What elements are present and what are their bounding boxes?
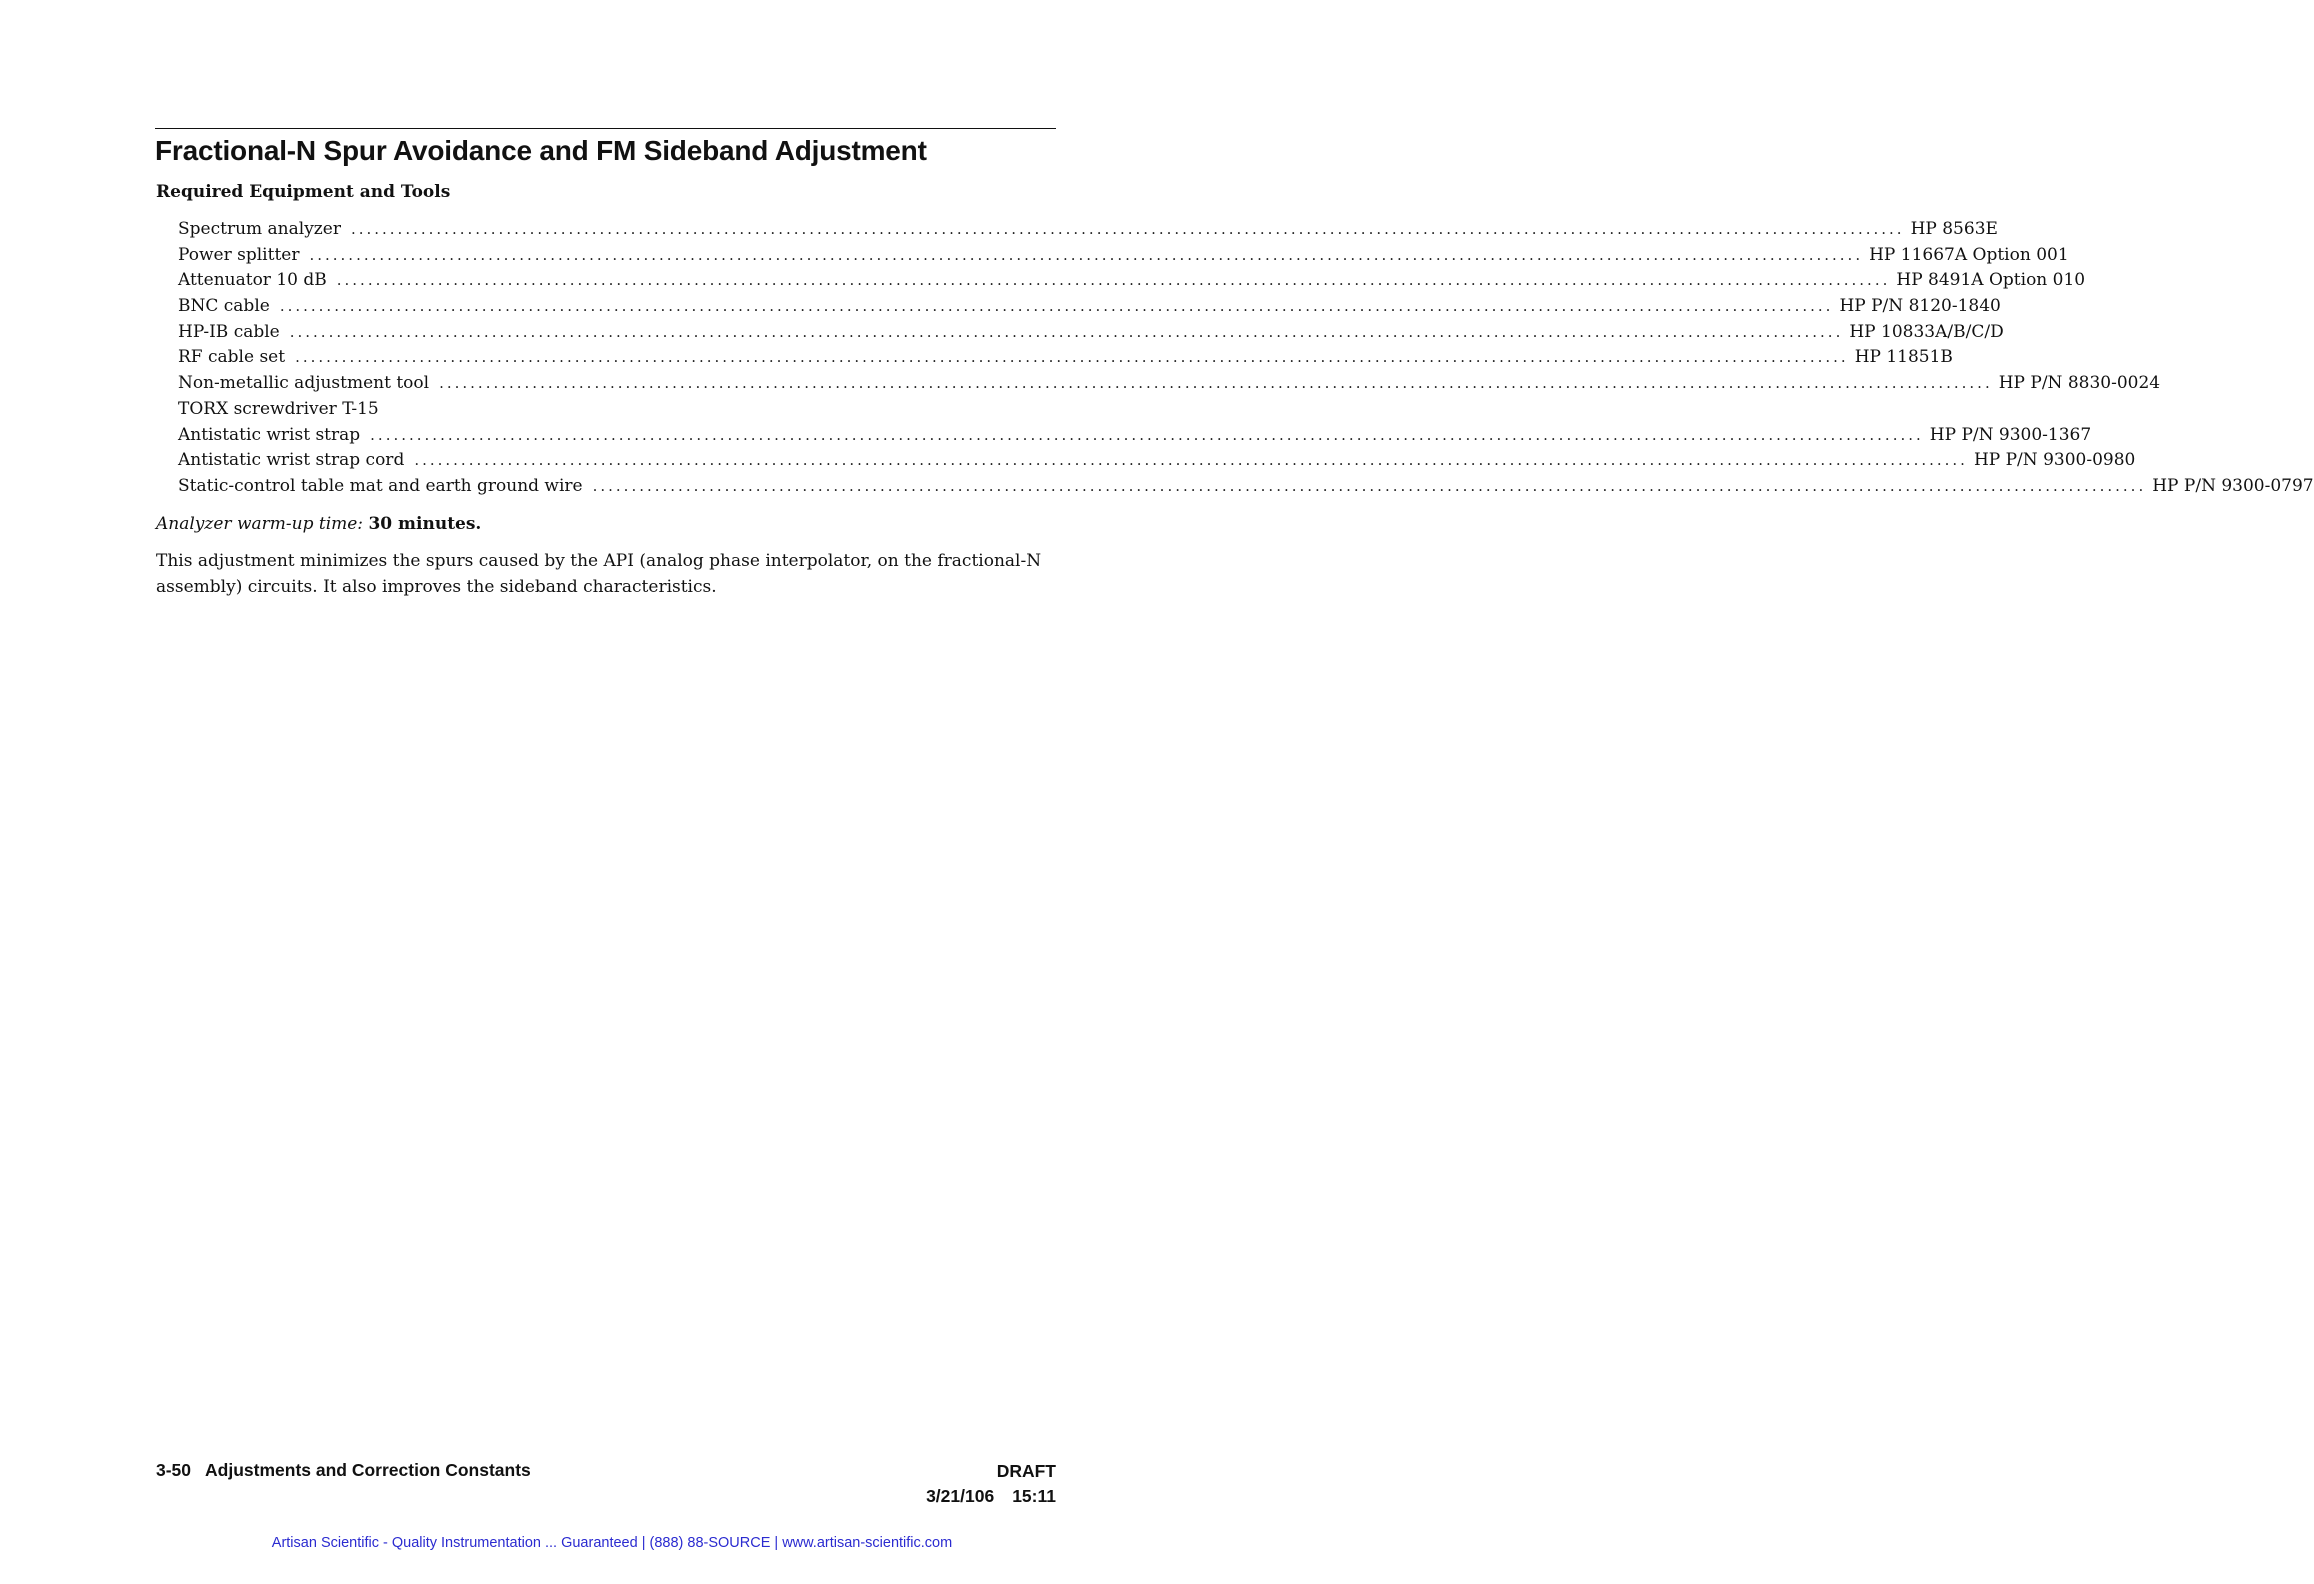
- equipment-part-number: HP 11667A Option 001: [1869, 244, 2069, 265]
- leader-dots: ........................................................................................................................................................................................................: [279, 297, 1834, 316]
- equipment-part-number: HP P/N 9300-1367: [1929, 424, 2092, 445]
- equipment-part-number: HP 8563E: [1910, 219, 1998, 239]
- leader-dots: ........................................................................................................................................................................................................: [309, 245, 1864, 264]
- title-rule: [155, 128, 1056, 129]
- draft-datetime: [926, 1484, 1056, 1509]
- leader-dots: ........................................................................................................................................................................................................: [350, 220, 1905, 238]
- equipment-item: [178, 423, 2092, 449]
- equipment-item: [178, 474, 2314, 500]
- equipment-name: Spectrum analyzer: [178, 219, 341, 239]
- leader-dots: ........................................................................................................................................................................................................: [592, 476, 2147, 495]
- equipment-part-number: HP 11851B: [1854, 347, 1953, 368]
- draft-label: DRAFT: [996, 1461, 1056, 1481]
- equipment-name: Static-control table mat and earth ground wire: [178, 475, 583, 496]
- equipment-name: TORX screwdriver T-15: [178, 398, 379, 419]
- equipment-part-number: HP P/N 8830-0024: [1998, 373, 2161, 394]
- leader-dots: ........................................................................................................................................................................................................: [414, 451, 1968, 470]
- equipment-name: RF cable set: [178, 347, 286, 368]
- equipment-item: [178, 345, 1953, 371]
- equipment-item: [178, 268, 2086, 294]
- equipment-item: [178, 217, 1998, 243]
- equipment-name: BNC cable: [178, 296, 270, 317]
- equipment-item: [178, 371, 2161, 397]
- leader-dots: ........................................................................................................................................................................................................: [439, 374, 1993, 393]
- section-heading: Required Equipment and Tools: [156, 182, 451, 202]
- leader-dots: ........................................................................................................................................................................................................: [295, 348, 1849, 367]
- leader-dots: ........................................................................................................................................................................................................: [370, 425, 1924, 444]
- equipment-item: [178, 243, 2069, 269]
- page-title: Fractional-N Spur Avoidance and FM Sideband Adjustment: [155, 135, 927, 166]
- equipment-name: Attenuator 10 dB: [178, 270, 327, 291]
- equipment-item: [178, 320, 2004, 346]
- equipment-name: Antistatic wrist strap: [178, 424, 361, 445]
- equipment-item: [178, 294, 2001, 320]
- equipment-name: Power splitter: [178, 244, 300, 265]
- warmup-time: [156, 511, 481, 537]
- equipment-name: HP-IB cable: [178, 321, 280, 342]
- leader-dots: ........................................................................................................................................................................................................: [289, 322, 1844, 341]
- warmup-value: 30 minutes.: [368, 514, 482, 534]
- equipment-list: [178, 217, 2314, 500]
- vendor-banner: Artisan Scientific - Quality Instrumentation ... Guaranteed | (888) 88-SOURCE | www.artisan-scientific.com: [271, 1535, 953, 1551]
- equipment-part-number: HP P/N 9300-0797: [2152, 475, 2314, 496]
- description-paragraph: This adjustment minimizes the spurs caused by the API (analog phase interpolator, on the fractional-N assembly) circuits. It also improves the sideband characteristics.: [156, 551, 1042, 597]
- footer-right: [926, 1459, 1056, 1509]
- leader-dots: ........................................................................................................................................................................................................: [336, 271, 1891, 290]
- page-number: 3-50: [156, 1460, 192, 1480]
- equipment-part-number: HP 10833A/B/C/D: [1849, 321, 2004, 342]
- draft-date: 3/21/106: [926, 1486, 995, 1506]
- chapter-title: Adjustments and Correction Constants: [205, 1460, 531, 1480]
- warmup-label: Analyzer warm-up time:: [156, 514, 364, 534]
- equipment-name: Non-metallic adjustment tool: [178, 373, 430, 394]
- equipment-part-number: HP 8491A Option 010: [1896, 270, 2086, 291]
- equipment-item: [178, 448, 2136, 474]
- footer-left: [156, 1459, 531, 1481]
- draft-time: 15:11: [1012, 1486, 1056, 1506]
- equipment-part-number: HP P/N 9300-0980: [1973, 450, 2136, 471]
- equipment-item: [178, 397, 1056, 423]
- equipment-part-number: HP P/N 8120-1840: [1839, 296, 2001, 317]
- equipment-name: Antistatic wrist strap cord: [178, 450, 405, 471]
